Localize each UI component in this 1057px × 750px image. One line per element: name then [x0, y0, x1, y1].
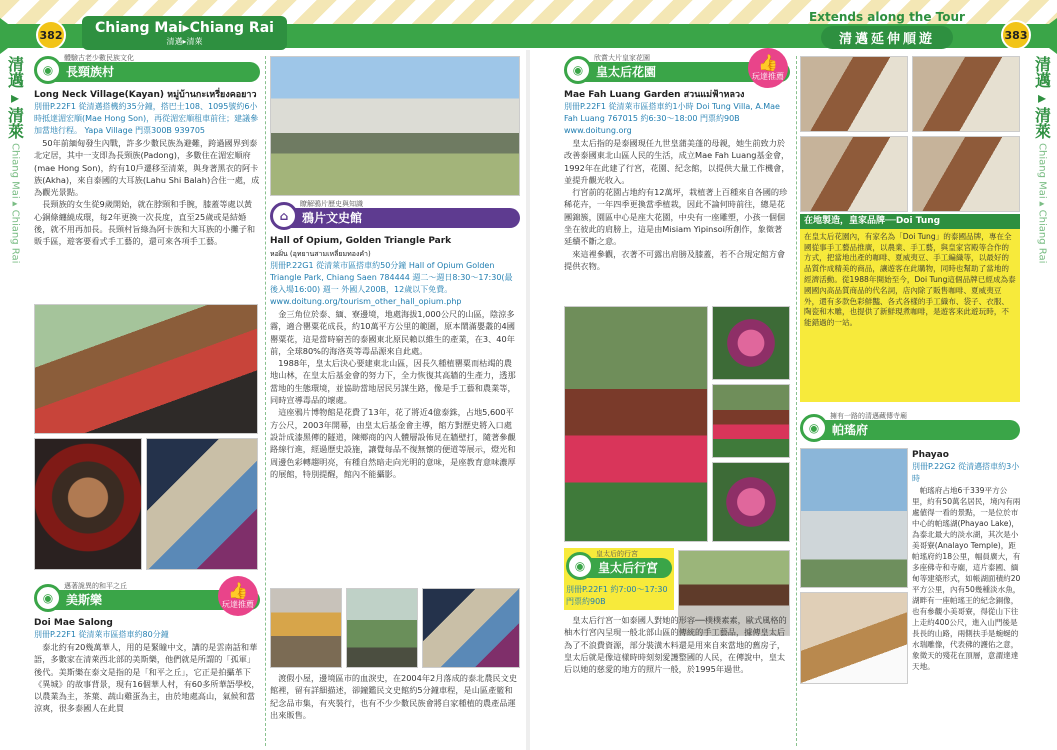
article-tag: 欣賞大片皇家花園	[594, 54, 650, 62]
photo-shop-basket	[800, 136, 908, 212]
section-title-right-en: Extends along the Tour	[809, 10, 965, 24]
article-body: 行宮前的花園占地約有12萬坪，栽植著上百種來自各國的珍稀花卉，一年四季更換當季植栽，因此不論何時前往，總是花團錦簇，園區中心是座大花園，中央有一座雕塑，小孩一個個坐在彼此的肩膀上，這是由Misiam Yipinsoi所創作，象徵著延續不斷之意。	[564, 187, 788, 247]
article-salong	[34, 580, 260, 715]
article-title: 帕瑤府	[832, 423, 869, 437]
photo-garden-orchid	[712, 462, 790, 542]
photo-garden-house	[564, 306, 708, 542]
page-gutter	[526, 50, 530, 750]
side-en-right: Chiang Mai▸Chiang Rai	[1036, 143, 1048, 264]
article-title: 鴉片文史館	[302, 211, 363, 225]
article-tag: 邁著詭異的和平之丘	[64, 582, 127, 590]
article-en-name: Doi Mae Salong	[34, 618, 113, 628]
recommend-badge: 👍 玩達推薦	[748, 48, 788, 88]
article-title: 長頸族村	[66, 65, 115, 79]
photo-phayao-offering	[800, 592, 908, 684]
article-en-name: Mae Fah Luang Garden สวนแม่ฟ้าหลวง	[564, 90, 745, 100]
shop-body: 在皇太后花園內，有家名為「Doi Tung」的泰國品牌，專在全國從事手工藝品推廣，以農業、手工藝，與皇家宮殿等合作的方式，把當地出產的咖啡、夏威夷豆、手工編織等，以最好的品質作成精美的商品，讓遊客在此購物，同時也幫助了當地的經濟活動。從1988年開始至今，Doi Tung這個品牌已經成為泰國國內高品質商品的代名詞，店內除了販售咖啡、夏威夷豆外，還有多款色彩鮮豔、各式各樣的手工織布、袋子、衣服、陶瓷和木雕，也提供了新鮮現煮咖啡，是遊客來此遊玩時，不能錯過的一站。	[804, 231, 1016, 328]
photo-opium-hall	[270, 56, 520, 196]
article-en-name: Phayao	[912, 450, 949, 460]
photo-kayan-dance	[34, 304, 258, 434]
article-tag: 擁有一路的清邁藏傳寺廟	[830, 412, 907, 420]
photo-opium-statue	[270, 588, 342, 668]
article-en-name: Hall of Opium, Golden Triangle Park	[270, 236, 452, 246]
article-meta: 別冊P.22G2 從清邁搭車約3小時	[912, 462, 1020, 483]
side-label-left	[4, 56, 26, 263]
article-header	[566, 548, 672, 584]
article-title: 美斯樂	[66, 593, 103, 607]
article-body: 長頸族的女生從9歲開始，就在脖頸和手腕，膝蓋等處以黃心銅條纏繞成環，每2年更換一次長度，直至25歲或是結婚後，就不用再加長。長頸村旨綠為阿卡族和大耳族的小攤子和販手區，遊客要看式手工藝的，還可來各項手工藝。	[34, 199, 256, 247]
article-meta: 別冊P.22F1 從清邁搭機約35分鐘，搭巴士108、1095號約6小時抵達湄宏順(Mae Hong Son)，再從湄宏順租車前往；建議參加當地行程。 Yapa Village 門票300B 939705	[34, 102, 259, 135]
article-header	[270, 198, 520, 234]
article-header	[34, 52, 260, 88]
article-body: 50年前緬甸發生內戰，許多少數民族為避難，跨過國界到泰北定居，其中一支即為長頸族(Padong)，多數住在湄宏順府(mae Hong Son)，約有10戶遷移至清萊，與身著黑衣的阿卡族(Akha)，來自泰國的大耳族(Lahu Shi Balah)合住一處，成為觀光景點。	[34, 138, 260, 198]
article-header	[34, 580, 260, 616]
photo-phayao-temple	[800, 448, 908, 588]
article-meta: 別冊P.22G1 從清萊市區搭車約50分鐘 Hall of Opium Golden Triangle Park, Chiang Saen 784444 週二～週日8:30～17:30(最後入場16:00) 週一 外國人200B，12歲以下免費。 www.doitung.org/tourism_other_hall_opium.php	[270, 261, 513, 306]
museum-icon: ⌂	[270, 202, 298, 230]
recommend-badge: 👍 玩達推薦	[218, 576, 258, 616]
article-tag: 瞭解鴉片歷史與知識	[300, 200, 363, 208]
side-en-left: Chiang Mai▸Chiang Rai	[9, 143, 21, 264]
article-meta: 別冊P.22F1 從清萊市區搭車約1小時 Doi Tung Villa, A.Mae Fah Luang 767015 約6:30～18:00 門票約90B www.doitung.org	[564, 102, 780, 135]
article-palace-header	[564, 548, 674, 610]
photo-kayan-crafts	[146, 438, 258, 570]
side-label-right	[1031, 56, 1053, 263]
section-title-right	[787, 10, 987, 49]
article-body: 皇太后指的是泰國現任九世皇蒲美蓬的母親，她生前致力於改善泰國東北山區人民的生活，成立Mae Fah Luang基金會，1992年在此建了行宮，花園、紀念館，以提供大量工作機會，並提升觀光收入。	[564, 138, 790, 185]
article-meta: 別冊P.22F1 約7:00～17:30 門票約90B	[566, 585, 668, 606]
shop-box	[800, 214, 1020, 402]
article-phayao	[800, 410, 1020, 446]
eye-icon: ◉	[566, 552, 594, 580]
article-title: 皇太后行宮	[598, 561, 659, 575]
eye-icon: ◉	[34, 56, 62, 84]
photo-garden-flowers	[712, 306, 790, 380]
article-body: 帕瑤府占地6千339平方公里，約有50萬名居民，境內有兩處値得一看的景點，一是位於市中心的帕瑤湖(Phayao Lake)，為泰北最大的淡水湖，其次是小美哥寮(Analayo Temple)，距帕瑤府約18公里，幅員廣大，有多座佛寺和寺廟，這片泰國、緬甸等建築形式，如帳湖面積約20平方公里，內有50幾種淡水魚，湖畔有一座帕瑤王的紀念銅像，也有參觀小美哥寮，得從山下往上走約400公尺，進入山門後是長長的山路，兩側扶手是蜿蜒的水瑞雕像，代表佛的護佑之意，象徵天的殘花在頂層，意謂達達天地。	[912, 486, 1021, 671]
article-body: 金三角位於泰、緬、寮邊境，地處海拔1,000公尺的山區，陰涼多霧，適合罌粟花成長，約10萬平方公里的範圍，原本鬧滿嬰叢的4國罌粟花，這是當時窮苦的泰國東北原民賴以維生的產業，在3、40年前，全球80%的海洛英等毒品源來自此處。	[270, 309, 515, 356]
eye-icon: ◉	[800, 414, 828, 442]
column-divider	[265, 56, 266, 746]
article-header	[564, 52, 790, 88]
page-number-left: 382	[36, 20, 66, 50]
page-number-right: 383	[1001, 20, 1031, 50]
article-meta: 別冊P.22F1 從清萊市區搭車約80分鐘	[34, 630, 169, 639]
eye-icon: ◉	[564, 56, 592, 84]
article-body: 渡假小屋，邊境區市的血淚史，在2004年2月落成的泰北農民文史館裡，留有詳細描述，卻鐘鑑民文史館約5分鐘車程，是山區產籃和紀念品市集，有夾裝行，也有不少少數民族會將自家種植的農產品運出來販售。	[270, 673, 518, 720]
article-body: 1988年，皇太后決心要建東北山區，因長久種植罌粟而枯竭的農地山林，在皇太后基金會的努力下，全力恢復其高牆的生產力，透那當地的生態環境，並協助當地居民另謀生路，像是手工藝和農業等，同時宣導毒品的壞處。	[270, 358, 516, 406]
section-title-en: Chiang Mai▸Chiang Rai	[95, 20, 274, 36]
column-divider	[796, 56, 797, 746]
article-body: 這座鴉片博物館是花費了13年，花了將近4億泰銖，占地5,600平方公尺，2003年開幕，由皇太后基金會主導，館方對歷史將入口處設計成漆黑傳的隧道，陳鄉商的內人體層設佈見在牆壁打，隨著參觀路線行進，經過歷史設施，讓覺每品不復無懷的便道等展示，燈光和周邊色彩轉趨明亮，有種自然暗走向光明的意味，是座教育意味濃厚的展館，特別提醒，館內不能攝影。	[270, 407, 516, 479]
photo-opium-people	[346, 588, 418, 668]
left-arrow-icon	[0, 18, 24, 54]
right-arrow-icon	[1033, 18, 1057, 54]
article-thai-name: หอฝิ่น (อุทยานสามเหลี่ยมทองคำ)	[270, 250, 371, 258]
article-body: 來這裡參觀，衣著不可露出肩膀及膝蓋，若不合規定館方會提供衣物。	[564, 248, 786, 271]
section-title-left	[82, 16, 287, 50]
photo-opium-market	[422, 588, 520, 668]
article-kayan	[34, 52, 260, 248]
article-body: 泰北約有20幾萬華人，用的是緊瞳中文，講的是雲南話和華語，多數家在清萊西北部的美斯樂，他們就是所謂的「孤軍」後代。美斯樂在泰文是指的是「和平之丘」，它正是拍攝革下《異城》的故事背景，現有16個華人村，有60多所華語學校，以農業為主，茶葉、蔬山雞蛋為主，由於地處高山，氣候和當涼爽，很多泰國人在此買	[34, 642, 260, 714]
section-title-right-zh: 清邁延伸順遊	[821, 26, 953, 49]
side-zh-left: 清邁▸清萊	[5, 56, 25, 139]
side-zh-right: 清邁▸清萊	[1032, 56, 1052, 139]
section-title-zh: 清邁▸清萊	[166, 37, 203, 46]
thumbs-up-icon: 👍	[758, 52, 778, 72]
article-body: 皇太后行宮一如泰國人對她的形容──樸樸素素，歐式風格的柚木行宮內呈現一般北部山區的傳統的手工藝品，據傳皇太后為了不浪費資源，部分裝潢木料還是用來自來當地的舊房子，皇太后就是像這樣時時刻刻愛護整國的人民，在傳說中，皇太后以她的慈愛的地方的照片一般，於1995年過世。	[564, 615, 787, 675]
article-phayao-text	[912, 448, 1022, 672]
article-tag: 皇太后的行宮	[596, 550, 638, 558]
photo-garden-flowerbed	[712, 384, 790, 458]
photo-shop-ceramics	[912, 136, 1020, 212]
photo-shop-interior	[912, 56, 1020, 132]
article-palace	[564, 614, 790, 675]
article-en-name: Long Neck Village(Kayan) หมู่บ้านกะเหรี่ยงคอยาว	[34, 90, 257, 100]
article-tag: 體驗古老少數民族文化	[64, 54, 134, 62]
article-header	[800, 410, 1020, 446]
eye-icon: ◉	[34, 584, 62, 612]
shop-title: 在地製造，皇家品牌──Doi Tung	[800, 214, 1020, 229]
article-opium-cont	[270, 672, 520, 721]
thumbs-up-icon: 👍	[228, 580, 248, 600]
article-opium	[270, 198, 520, 480]
photo-kayan-woman	[34, 438, 142, 570]
article-garden	[564, 52, 790, 272]
photo-shop-bags	[800, 56, 908, 132]
article-title: 皇太后花園	[596, 65, 657, 79]
